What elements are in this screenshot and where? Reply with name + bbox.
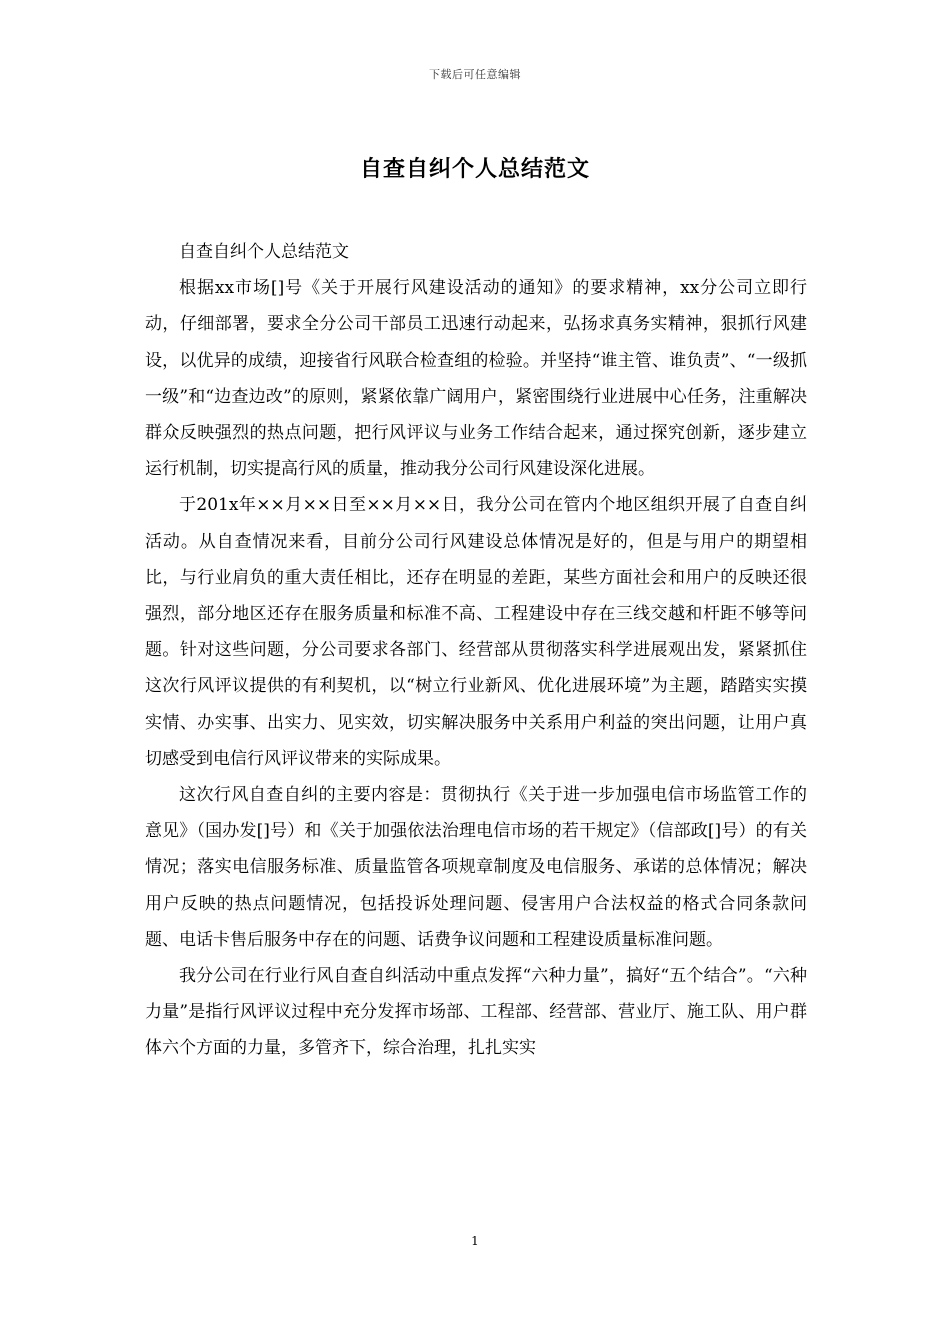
paragraph: 于201x年××月××日至××月××日，我分公司在管内个地区组织开展了自查自纠活动。从自查情况来看，目前分公司行风建设总体情况是好的，但是与用户的期望相比，与行业肩负的重大责任相比，还存在明显的差距，某些方面社会和用户的反映还很强烈，部分地区还存在服务质量和标准不高、工程建设中存在三线交越和杆距不够等问题。针对这些问题，分公司要求各部门、经营部从贯彻落实科学进展观出发，紧紧抓住这次行风评议提供的有利契机，以“树立行业新风、优化进展环境”为主题，踏踏实实摸实情、办实事、出实力、见实效，切实解决服务中关系用户利益的突出问题，让用户真切感受到电信行风评议带来的实际成果。 bbox=[145, 495, 807, 769]
paragraph: 这次行风自查自纠的主要内容是：贯彻执行《关于进一步加强电信市场监管工作的意见》（国办发[]号）和《关于加强依法治理电信市场的若干规定》（信部政[]号）的有关情况；落实电信服务标准、质量监管各项规章制度及电信服务、承诺的总体情况；解决用户反映的热点问题情况，包括投诉处理问题、侵害用户合法权益的格式合同条款问题、电话卡售后服务中存在的问题、话费争议问题和工程建设质量标准问题。 bbox=[145, 785, 807, 950]
paragraph: 我分公司在行业行风自查自纠活动中重点发挥“六种力量”，搞好“五个结合”。“六种力量”是指行风评议过程中充分发挥市场部、工程部、经营部、营业厅、施工队、用户群体六个方面的力量，多管齐下，综合治理，扎扎实实 bbox=[145, 966, 807, 1059]
document-body bbox=[145, 234, 807, 1067]
page-header-note: 下载后可任意编辑 bbox=[429, 68, 521, 81]
paragraph: 根据xx市场[]号《关于开展行风建设活动的通知》的要求精神，xx分公司立即行动，仔细部署，要求全分公司干部员工迅速行动起来，弘扬求真务实精神，狠抓行风建设，以优异的成绩，迎接省行风联合检查组的检验。并坚持“谁主管、谁负责”、“一级抓一级”和“边查边改”的原则，紧紧依靠广阔用户，紧密围绕行业进展中心任务，注重解决群众反映强烈的热点问题，把行风评议与业务工作结合起来，通过探究创新，逐步建立运行机制，切实提高行风的质量，推动我分公司行风建设深化进展。 bbox=[145, 278, 807, 480]
document-title: 自查自纠个人总结范文 bbox=[359, 157, 590, 182]
page-number: 1 bbox=[471, 1234, 479, 1248]
paragraph-subtitle: 自查自纠个人总结范文 bbox=[179, 242, 349, 262]
